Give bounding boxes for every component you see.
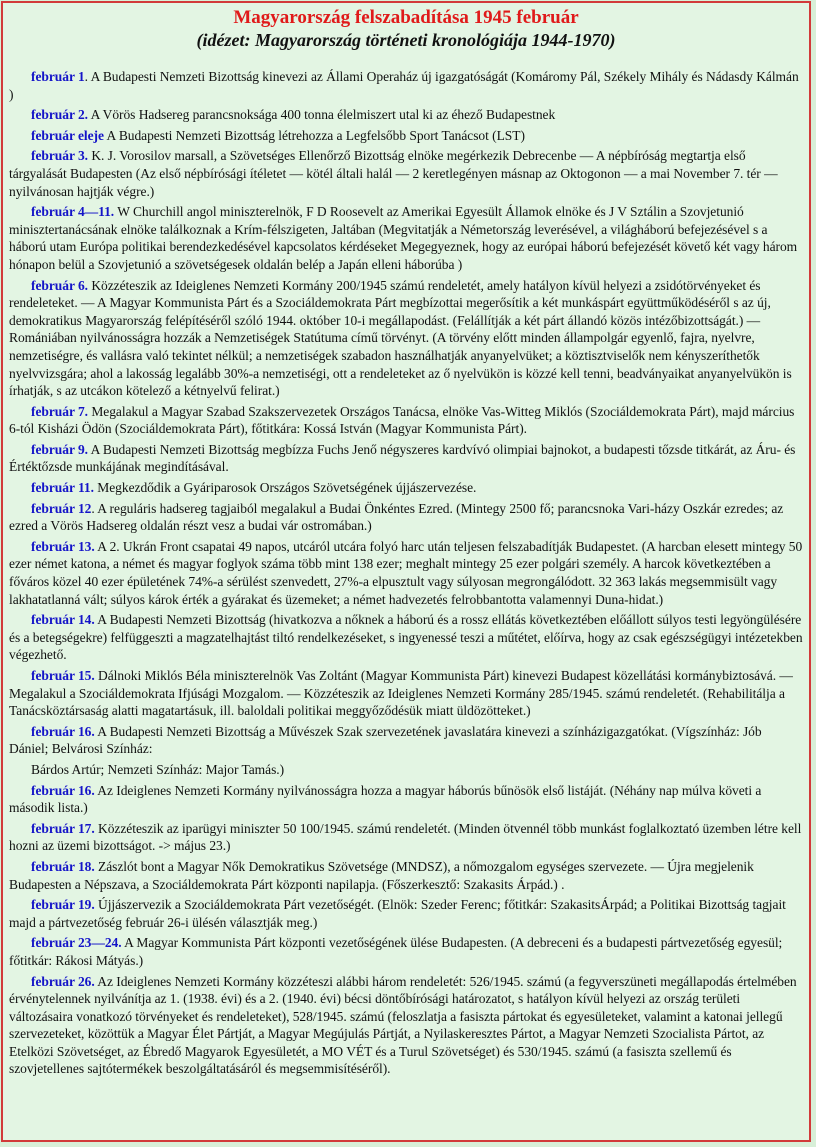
chronology-entry xyxy=(9,611,803,664)
entry-text: A Budapesti Nemzeti Bizottság létrehozza a Legfelsőbb Sport Tanácsot (LST) xyxy=(103,127,525,143)
entry-date: február 3. xyxy=(31,148,88,164)
entry-text: Zászlót bont a Magyar Nők Demokratikus Szövetsége (MNDSZ), a nőmozgalom egységes szervezete. — Újra megjelenik Budapesten a Népszava, a Szociáldemokrata Párt központi napilapja. (Főszerkesztő: Szakasits Árpád.) . xyxy=(9,858,754,892)
chronology-entry xyxy=(9,127,803,145)
chronology-entry xyxy=(9,441,803,476)
entry-text: A Budapesti Nemzeti Bizottság a Művészek Szak szervezetének javaslatára kinevezi a színházigazgatókat. (Vígszínház: Jób Dániel; Belvárosi Színház: xyxy=(9,723,762,757)
entry-date: február 15. xyxy=(31,668,95,683)
chronology-entry xyxy=(9,277,803,400)
entry-text: Újjászervezik a Szociáldemokrata Párt vezetőségét. (Elnök: Szeder Ferenc; főtitkár: SzakasitsÁrpád; a Politikai Bizottság tagjait majd a pártvezetőség február 26-i ülésén választják meg.) xyxy=(9,897,786,930)
chronology-entry xyxy=(9,147,803,200)
chronology-entry xyxy=(9,68,803,103)
entry-text: Dálnoki Miklós Béla miniszterelnök Vas Zoltánt (Magyar Kommunista Párt) kinevezi Budapest közellátási kormánybiztosává. — Megalakul a Szociáldemokrata Ifjúsági Mozgalom. — Közzéteszik az Ideiglenes Nemzeti Kormány 285/1945. számú rendeletét. (Rehabilitálja a Tanácsköztársaság alatti magatartásuk, ill. baloldali politikai meggyőződésük miatt üldözötteket.) xyxy=(9,668,793,719)
entry-text: Az Ideiglenes Nemzeti Kormány nyilvánosságra hozza a magyar háborús bűnösök első listáját. (Néhány nap múlva követi a második lista.) xyxy=(9,782,762,816)
entry-text: Közzéteszik az Ideiglenes Nemzeti Kormány 200/1945 számú rendeletét, amely hatályon kívül helyezi a zsidótörvényeket és rendeleteket. — A Magyar Kommunista Párt és a Szociáldemokrata Párt megbízottai megerősítik a két munkáspárt együttműködéséről s az új, demokratikus Magyarország felépítéséről szóló 1944. október 10-i megállapodást. (Felállítják a két párt állandó közös intézőbizottságát.) — Romániában nyilvánosságra hozzák a Nemzetiségek Statútuma című törvényt. (A törvény előtt minden állampolgár egyenlő, fajra, nyelvre, nemzetiségre, és vallásra való tekintet nélkül; a nemzetiségek szabadon használhatják anyanyelvüket; a köztisztviselők nem kényszeríthetők nyelvvizsgára; ahol a lakosság legalább 30%-a nemzetiségi, ott a rendeleteket az ő nyelvükön is közzé kell tenni, beadványaikat anyanyelvükön is írhatják, s az utcákon kötelező a kétnyelvű felirat.) xyxy=(9,277,792,399)
entry-date: február eleje xyxy=(31,127,104,143)
entry-text: A Vörös Hadsereg parancsnoksága 400 tonna élelmiszert utal ki az éhező Budapestnek xyxy=(88,107,556,123)
entry-date: február 4—11. xyxy=(31,204,115,220)
chronology-entry xyxy=(9,934,803,969)
chronology-entry xyxy=(9,106,803,124)
chronology-entry xyxy=(9,403,803,438)
entry-text: Bárdos Artúr; Nemzeti Színház: Major Tamás.) xyxy=(31,761,285,777)
chronology-entry xyxy=(9,723,803,758)
entry-text: Megkezdődik a Gyáriparosok Országos Szövetségének újjászervezése. xyxy=(93,480,477,496)
page-title: Magyarország felszabadítása 1945 február xyxy=(233,7,579,28)
chronology-entry xyxy=(9,500,803,535)
document-frame xyxy=(1,1,811,1142)
entry-text: K. J. Vorosilov marsall, a Szövetséges Ellenőrző Bizottság elnöke megérkezik Debrecenbe — A népbíróság megtartja első tárgyalását Budapesten (Az első népbírósági ítéletet — kötél általi halál — 2 keretlegényen másnap az Oktogonon — a mai November 7. tér — nyilvánosan hajtják végre.) xyxy=(9,148,778,199)
page-subtitle: (idézet: Magyarország történeti kronológiája 1944-1970) xyxy=(196,30,616,50)
entry-date: február 13. xyxy=(31,538,95,554)
entry-text: A 2. Ukrán Front csapatai 49 napos, utcáról utcára folyó harc után teljesen felszabadítják Budapestet. (A harcban elesett mintegy 50 ezer német katona, a német és magyar foglyok száma több mint 138 ezer; meghalt mintegy 25 ezer polgári személy. A harcok következtében a főváros közel 40 ezer épületének 74%-a sérülést szenvedett, 27%-a elpusztult vagy súlyosan megrongálódott. 32 363 lakás megsemmisült vagy lakhatatlanná vált; súlyos károk érték a gyárakat és üzemeket; a német hadvezetés felrobbantotta valamennyi Duna-hidat.) xyxy=(9,538,803,607)
chronology-entry xyxy=(9,896,803,931)
entry-date: február 18. xyxy=(31,858,95,874)
entry-date: február 16. xyxy=(31,782,95,798)
chronology-entry xyxy=(9,820,803,855)
entry-date: február 16. xyxy=(31,723,95,739)
entry-date: február 7. xyxy=(31,403,88,419)
entry-text: . A reguláris hadsereg tagjaiból megalakul a Budai Önkéntes Ezred. (Mintegy 2500 fő; parancsnoka Vari-házy Oszkár ezredes; az ezred a Vörös Hadsereg oldalán részt vesz a budai vár ostromában.) xyxy=(9,500,784,534)
entry-date: február 17. xyxy=(31,820,95,836)
chronology-entry xyxy=(9,761,803,779)
entry-text: W Churchill angol miniszterelnök, F D Roosevelt az Amerikai Egyesült Államok elnöke és J V Sztálin a Szovjetunió minisztertanácsának elnöke találkoznak a Krím-félszigeten, Jaltában (Megvitatják a Németország leverésével, a világháború befejezésével s a háború utam Európa politikai berendezkedésével kapcsolatos kérdéseket Megegyeznek, hogy az európai háború befejezését követő két vagy három hónapon belül a Szovjetunió a szövetségesek oldalán belép a Japán elleni háborúba ) xyxy=(9,204,798,272)
chronology-entry xyxy=(9,667,803,720)
entry-date: február 11. xyxy=(31,480,94,496)
entry-date: február 6. xyxy=(31,277,88,293)
chronology-entry xyxy=(9,973,803,1079)
entry-text: A Magyar Kommunista Párt központi vezetőségének ülése Budapesten. (A debreceni és a budapesti pártvezetőség egyesül; főtitkár: Rákosi Mátyás.) xyxy=(9,935,783,968)
entry-date: február 9. xyxy=(31,441,88,457)
entry-text: Az Ideiglenes Nemzeti Kormány közzéteszi alábbi három rendeletét: 526/1945. számú (a fegyverszüneti megállapodás értelmében érvénytelennek nyilvánítja az 1. (1938. évi) és a 2. (1940. évi) bécsi döntőbírósági határozatot, s hatályon kívül helyezi az ország területi változásaira vonatkozó törvényeket és rendeleteket), 528/1945. számú (feloszlatja a fasiszta pártokat és egyesületeket, valamint a katonai jellegű szervezeteket, közöttük a Magyar Élet Pártját, a Magyar Megújulás Pártját, a Nyilaskeresztes Pártot, a Magyar Nemzeti Szocialista Pártot, az Etelközi Szövetséget, az Ébredő Magyarok Egyesületét, a MO VÉT és a Turul Szövetséget) és 530/1945. számú (a fasiszta szellemű és szovjetellenes sajtótermékek beszolgáltatásáról és megsemmisítéséről). xyxy=(9,973,797,1077)
entry-date: február 1 xyxy=(31,69,85,84)
entry-text: A Budapesti Nemzeti Bizottság megbízza Fuchs Jenő négyszeres kardvívó olimpiai bajnokot, a budapesti tőzsde titkárát, az Áru- és Értéktőzsde munkájának megindításával. xyxy=(9,441,796,475)
entry-text: Közzéteszik az iparügyi miniszter 50 100/1945. számú rendeletét. (Minden ötvennél több munkást foglalkoztató üzemben létre kell hozni az üzemi bizottságot. -> május 23.) xyxy=(9,820,802,854)
entry-date: február 12 xyxy=(31,500,92,516)
chronology-list xyxy=(9,68,803,1078)
chronology-entry xyxy=(9,858,803,893)
entry-text: A Budapesti Nemzeti Bizottság (hivatkozva a nőknek a háború és a rossz ellátás következtében előállott súlyos testi legyöngülésére és a betegségekre) felfüggeszti a magzatelhajtást tiltó rendelkezéseket, s ingyenessé teszi a műtétet, előírva, hogy az csak egészségügyi intézetekben végezhető. xyxy=(9,612,803,663)
chronology-entry xyxy=(9,538,803,608)
entry-date: február 26. xyxy=(31,973,95,989)
chronology-entry xyxy=(9,782,803,817)
entry-text: . A Budapesti Nemzeti Bizottság kinevezi az Állami Operaház új igazgatóságát (Komáromy Pál, Székely Mihály és Nádasdy Kálmán ) xyxy=(9,69,799,102)
entry-date: február 14. xyxy=(31,612,95,628)
entry-date: február 23—24. xyxy=(31,935,122,951)
chronology-entry xyxy=(9,479,803,497)
entry-text: Megalakul a Magyar Szabad Szakszervezetek Országos Tanácsa, elnöke Vas-Witteg Miklós (Szociáldemokrata Párt), majd március 6-tól Kisházi Ödön (Szociáldemokrata Párt), főtitkára: Kossá István (Magyar Kommunista Párt). xyxy=(9,403,795,437)
chronology-entry xyxy=(9,203,803,273)
entry-date: február 19. xyxy=(31,897,95,913)
entry-date: február 2. xyxy=(31,107,88,123)
